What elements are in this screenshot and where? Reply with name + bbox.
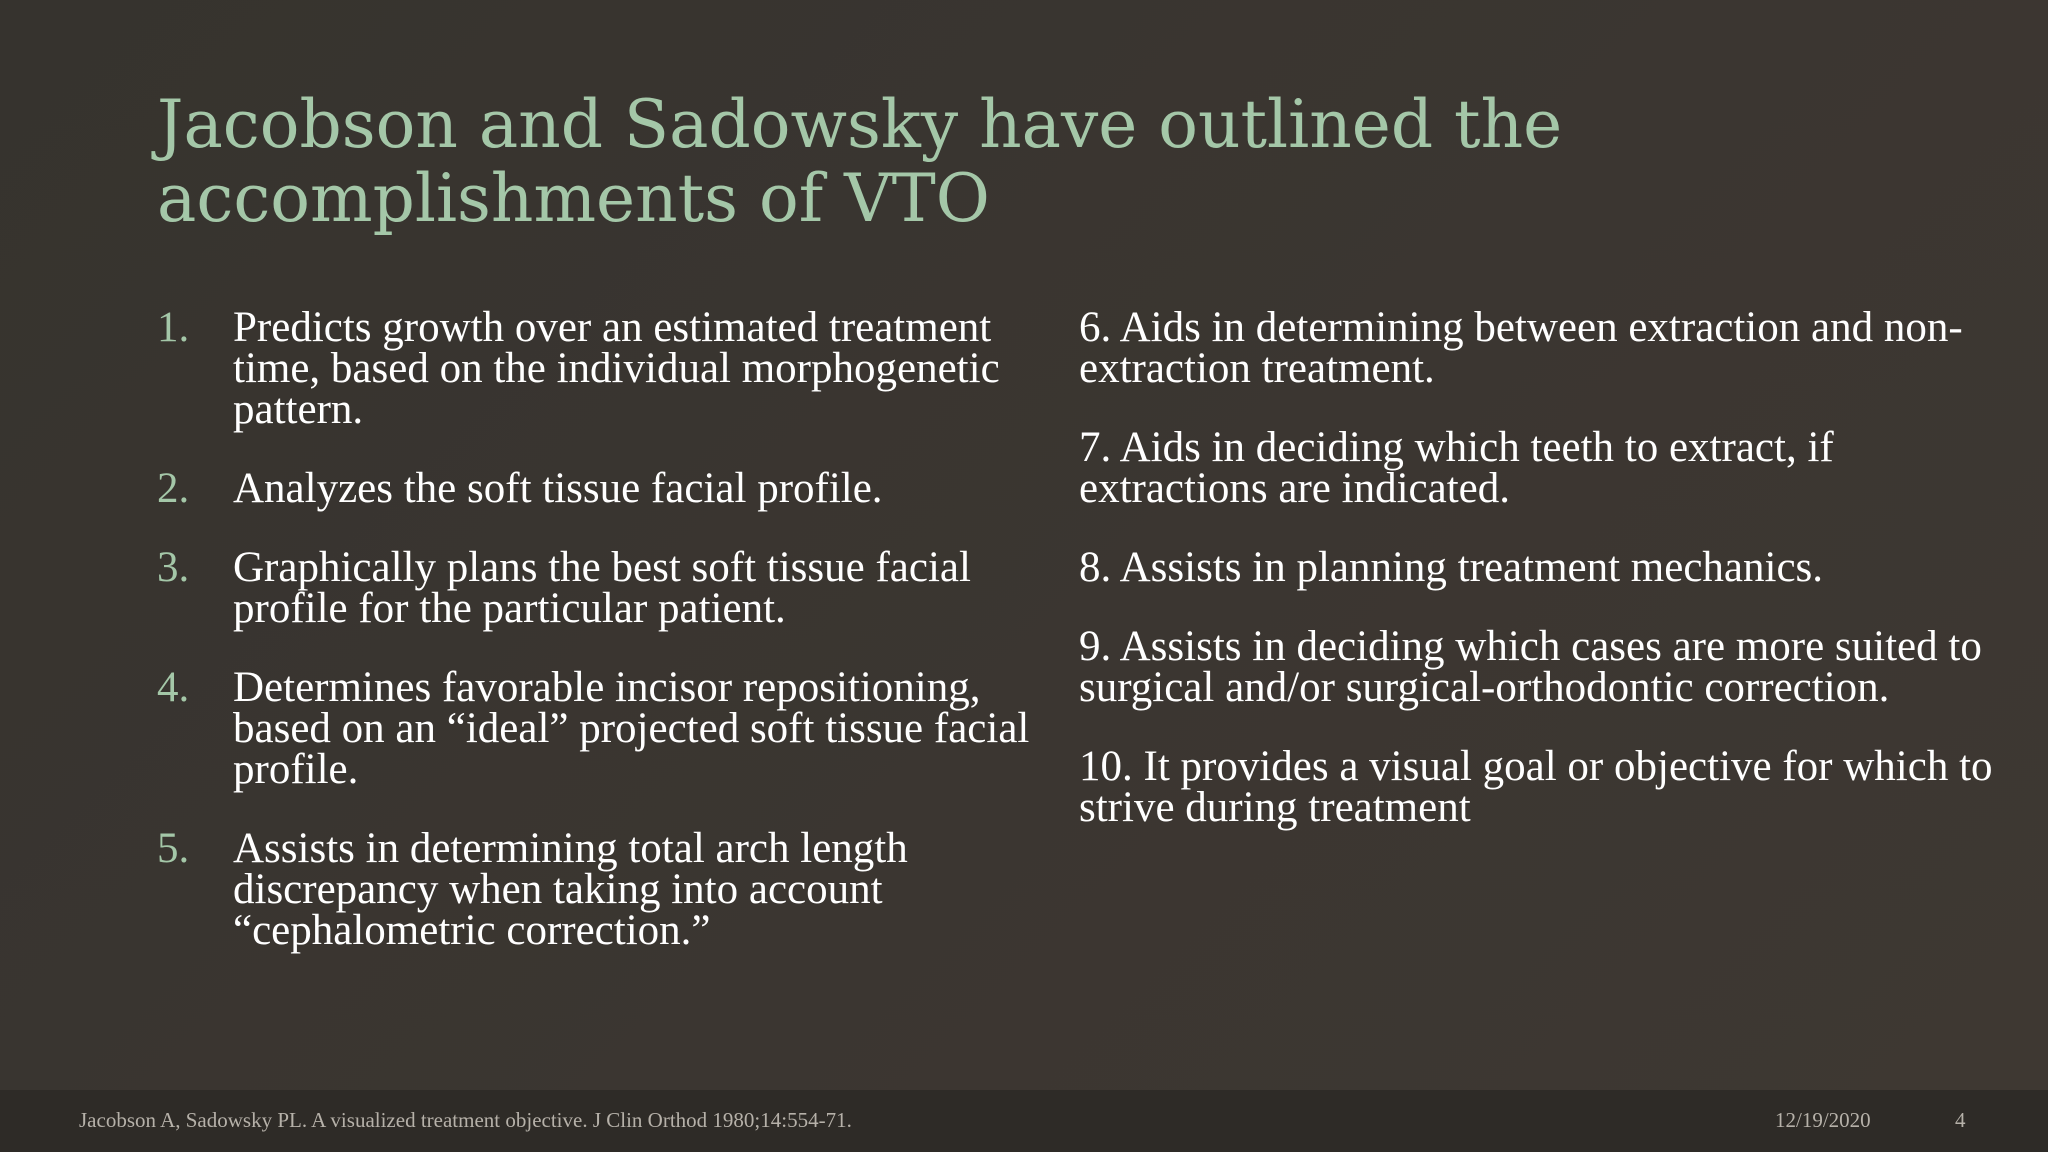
list-item-number: 3. <box>157 544 190 591</box>
list-item: 7. Aids in deciding which teeth to extract, if extractions are indicated. <box>1079 424 1834 512</box>
list-item-number: 2. <box>157 465 190 512</box>
slide-footer <box>0 1090 2048 1152</box>
slide-title: Jacobson and Sadowsky have outlined the accomplishments of VTO <box>157 86 1563 237</box>
list-item-number: 1. <box>157 304 190 351</box>
list-item-text: Analyzes the soft tissue facial profile. <box>233 465 883 512</box>
list-item <box>157 304 1057 433</box>
page-number: 4 <box>1955 1108 1966 1132</box>
list-item <box>157 664 1057 793</box>
list-item: 9. Assists in deciding which cases are more suited to surgical and/or surgical-orthodontic correction. <box>1079 623 1982 711</box>
footer-citation: Jacobson A, Sadowsky PL. A visualized treatment objective. J Clin Orthod 1980;14:554-71. <box>79 1108 852 1132</box>
list-item-text: Predicts growth over an estimated treatment time, based on the individual morphogenetic pattern. <box>233 304 1000 433</box>
list-item-text: Determines favorable incisor repositioning, based on an “ideal” projected soft tissue facial profile. <box>233 664 1030 793</box>
list-item-number: 4. <box>157 664 190 711</box>
accomplishments-list-left <box>157 304 1057 989</box>
list-item-text: Assists in determining total arch length discrepancy when taking into account “cephalometric correction.” <box>233 825 908 954</box>
list-item-number: 5. <box>157 825 190 872</box>
accomplishments-list-right <box>1079 304 2019 866</box>
list-item: 10. It provides a visual goal or objective for which to strive during treatment <box>1079 743 1993 831</box>
footer-date: 12/19/2020 <box>1775 1108 1871 1132</box>
list-item <box>157 544 1057 632</box>
list-item: 8. Assists in planning treatment mechanics. <box>1079 544 1824 591</box>
list-item <box>157 825 1057 954</box>
list-item-text: Graphically plans the best soft tissue facial profile for the particular patient. <box>233 544 971 632</box>
list-item <box>157 465 1057 512</box>
list-item: 6. Aids in determining between extraction and non-extraction treatment. <box>1079 304 1963 392</box>
